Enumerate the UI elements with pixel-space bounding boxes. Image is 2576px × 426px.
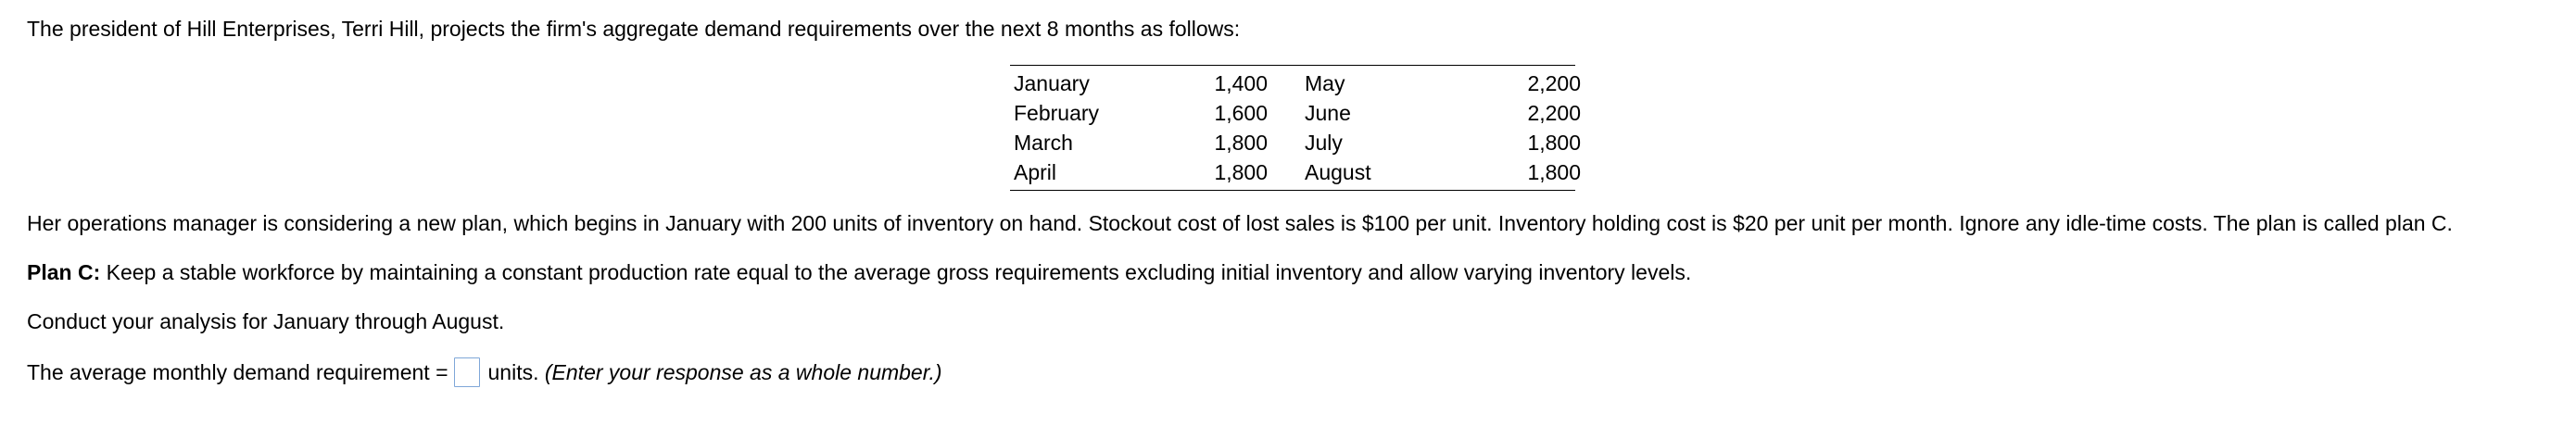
month-cell: April: [1014, 160, 1057, 184]
month-cell: May: [1305, 71, 1345, 95]
question-suffix: units.: [487, 360, 539, 384]
answer-input[interactable]: [454, 357, 480, 387]
demand-value-cell: 2,200: [1527, 71, 1581, 95]
demand-value-cell: 1,800: [1527, 131, 1581, 155]
demand-value-cell: 1,800: [1527, 160, 1581, 184]
demand-value-cell: 1,800: [1214, 160, 1268, 184]
demand-table: [1010, 65, 1581, 191]
month-cell: August: [1305, 160, 1371, 184]
month-cell: March: [1014, 131, 1073, 155]
month-cell: June: [1305, 101, 1351, 125]
question-hint: (Enter your response as a whole number.): [544, 360, 942, 384]
plan-c-text: Keep a stable workforce by maintaining a constant production rate equal to the average gross requirements excluding initial inventory and allow varying inventory levels.: [100, 260, 1692, 284]
plan-c-paragraph: [27, 259, 1691, 285]
table-row: [1010, 128, 1581, 157]
question-prefix: The average monthly demand requirement =: [27, 360, 448, 384]
plan-description: Her operations manager is considering a new plan, which begins in January with 200 units of inventory on hand. Stockout cost of lost sales is $100 per unit. Inventory holding cost is $20 per unit per month. Ignore any idle-time costs. The plan is called plan C.: [27, 211, 2453, 235]
analysis-instruction: Conduct your analysis for January through August.: [27, 309, 505, 333]
month-cell: January: [1014, 71, 1090, 95]
demand-value-cell: 1,400: [1214, 71, 1268, 95]
plan-c-label: Plan C:: [27, 260, 101, 284]
month-cell: July: [1305, 131, 1343, 155]
intro-text: The president of Hill Enterprises, Terri Hill, projects the firm's aggregate demand requirements over the next 8 months as follows:: [27, 17, 1241, 41]
table-row: [1010, 157, 1581, 187]
table-row: [1010, 98, 1581, 128]
demand-value-cell: 2,200: [1527, 101, 1581, 125]
month-cell: February: [1014, 101, 1100, 125]
demand-value-cell: 1,600: [1214, 101, 1268, 125]
table-row: [1010, 69, 1581, 98]
demand-value-cell: 1,800: [1214, 131, 1268, 155]
question-line: [27, 357, 942, 387]
